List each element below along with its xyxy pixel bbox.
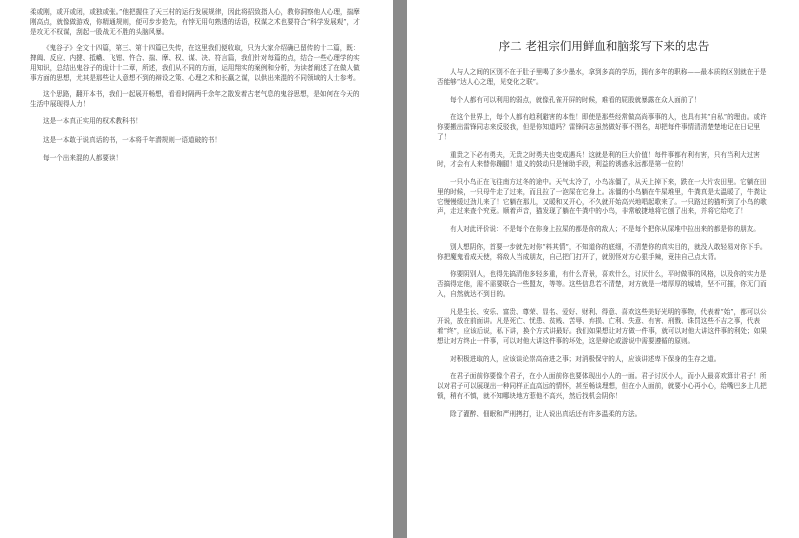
paragraph: 一只小鸟正在飞往南方过冬的途中。天气太冷了，小鸟冻僵了，从天上掉下来，跌在一大片农田里。它躺在田里的时候，一只母牛走了过来，而且拉了一泡屎在它身上。冻僵的小鸟躺在牛屎堆里，牛粪真是太温暖了，牛粪让它慢慢缓过劲儿来了！它躺在那儿，又暖和又开心，不久就开始高兴地唱起歌来了。一只路过的猫听到了小鸟的歌声，走过来查个究竟。顺着声音，猫发现了躺在牛粪中的小鸟，非常敏捷地将它刨了出来，并将它给吃了！ xyxy=(437,178,767,216)
paragraph: 在这个世界上，每个人都有趋利避害的本性！即使是那些经常做高尚事事的人，也具有其“自私”的理由。或许你要搬出雷锋同志来反驳我，但是你知道吗？雷锋同志虽然做好事不图名，却把每件事情清清楚楚地记在日记里了！ xyxy=(437,113,767,141)
paragraph: 每一个出来混的人都要读！ xyxy=(43,154,123,163)
paragraph: 人与人之间的区别不在于肚子里喝了多少墨水，拿到多高的学历，拥有多年的职称——最本质的区别就在于是否能够“达人心之理，见变化之联”。 xyxy=(437,68,767,86)
paragraph: 柔或刚，或开或闭，或独或张。”他把握住了天三村的运行发展规律，因此将招致指人心，教你洞察他人心理，揣摩刚高点，就像做游戏，你精通规则，便可步步抢先，有悖无用句熟透的话语，权谋之术也要符合“科学发展观”，才是攻无不权谋，刮起一股战无不胜的头脑风暴。 xyxy=(30,8,360,36)
paragraph: 在君子面前你要像个君子，在小人面前你也要体现出小人的一面。君子讨厌小人，而小人最喜欢算计君子！所以对君子可以展现出一种同样正直高远的情怀，甚至畅谈理想，但在小人面前，就要小心再小心，给嘴巴多上几把锁，稍有不慎，就不知哪块地方惹他不高兴，然后找机会阴你！ xyxy=(437,372,767,400)
chapter-title: 序二 老祖宗们用鲜血和脑浆写下来的忠告 xyxy=(498,39,710,53)
paragraph: 别人想阴你，首要一步就先对你“料其情”，不知道你的底细，不清楚你的真实目的，就没人敢轻易对你下手。你把魔鬼看成天使，将敌人当成朋友，自己把门打开了，就别怪对方心狠手辣，竟挂自己点太背。 xyxy=(437,242,767,261)
paragraph: 每个人都有可以利用的弱点，就像孔雀开屏的时候，难看的屁股就暴露在众人面前了！ xyxy=(450,95,701,104)
paragraph: 这是一本真正实用的权术教科书！ xyxy=(43,116,142,125)
paragraph: 有人对此评价说：不是每个在你身上拉屎的都是你的敌人；不是每个把你从屎堆中拉出来的都是你的朋友。 xyxy=(450,225,760,233)
right-page xyxy=(407,0,799,538)
paragraph: 重贵之下必有勇夫，无贵之时勇夫也变成遇兵！这就是利的巨大价值！每件事都有利有害，只有当利大过害时，才会有人来替你蹦腿！道义的鼓动只是铺助手段，利益的诱惑永远都是第一位的！ xyxy=(437,150,760,169)
paragraph: 《鬼谷子》全文十四篇，第三、第十四篇已失传，在这里我们便收取，只为大家介绍确已留传的十二篇，既：捭阖、反应、内揵、抵巇、飞钳、忤合、揣、摩、权、谋、决、符言篇，我们针对每篇的点，结合一些心理学的实用知识，总结出鬼谷子的诡计十二章，所述，我们从不同的方面，运用翔实的案例和分析，为读者阐述了在做人做事方面的思想，尤其是那些让人意想不到的辩设之策、心理之术和长赢之谋，以供出来混的不同领域的人士参考。 xyxy=(30,44,360,82)
paragraph: 这是一本敢于说真话的书，一本将千年潜规则一语道破的书！ xyxy=(43,135,222,144)
left-page xyxy=(0,0,393,538)
paragraph: 对积极进取的人，应该谈论崇高奋进之事；对消极保守的人，应该讲述卑下保身的生存之道。 xyxy=(450,354,721,363)
paragraph: 凡是生长、安乐、富贵、尊荣、显名、爱好、财利、得意、喜欢这些美好光明的事物，代表着“始”，都可以公开说，放在前面讲。凡是死亡、忧患、贫贱、苦辱、弃损、亡利、失意、有害、刑戮、诛罚这些不吉之事，代表着“终”，应该后说，私下讲，换个方式讲最好。我们如果想让对方做一件事，就可以对他大讲这件事的利处；如果想让对方终止一件事，可以对他大讲这件事的坏处，这是辩论或游说中需要遵循的原则。 xyxy=(437,307,767,345)
paragraph: 除了灌醉、佃眠和严刑拷打，让人说出真话还有许多温柔的方法。 xyxy=(450,409,642,418)
paragraph: 这个思路，翻开本书，我们一起展开畅想，看看时隔两千余年之散发着古老气息的鬼谷思想，是如何在今天的生活中展现得人力！ xyxy=(30,90,360,108)
paragraph: 你要阴别人，也得先搞清他多轻多重，有什么背景，喜欢什么，讨厌什么，平时做事的风格，以及你的实力是否搞得定他，需不需要联合一些盟友，等等。这些信息若不清楚，对方就是一堵厚厚的城墙，坚不可摧，你无门而入，自然就达不到目的。 xyxy=(437,270,767,298)
